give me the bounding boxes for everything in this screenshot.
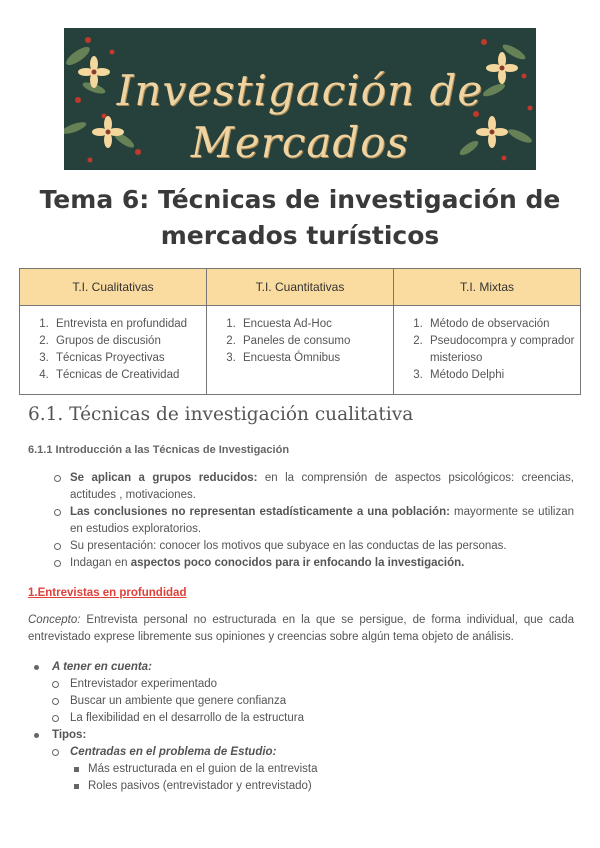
banner-title-line2: Mercados	[190, 118, 410, 167]
tipos-label: Tipos:	[34, 727, 574, 744]
list-item: Buscar un ambiente que genere confianza	[34, 693, 574, 710]
concept-paragraph	[28, 612, 574, 646]
tipo1-label: Centradas en el problema de Estudio:	[34, 744, 574, 761]
page-title-line2: mercados turísticos	[160, 221, 440, 250]
list-item: 2. Grupos de discusión	[52, 333, 202, 350]
list-item: Más estructurada en el guion de la entrevista	[34, 761, 574, 778]
concept-text: Entrevista personal no estructurada en la que se persigue, de forma individual, que cada entrevistado exprese libremente sus opiniones y creencias sobre algún tema objeto de análisis.	[28, 614, 574, 643]
bullet-text: Su presentación: conocer los motivos que subyace en las conductas de las personas.	[70, 540, 507, 552]
details-list	[34, 659, 574, 795]
entrevistas-heading: 1.Entrevistas en profundidad	[28, 587, 187, 599]
list-item: 1. Método de observación	[426, 316, 576, 333]
header-cualitativas: T.I. Cualitativas	[20, 269, 207, 306]
list-item: La flexibilidad en el desarrollo de la estructura	[34, 710, 574, 727]
intro-bullet-list	[52, 470, 574, 572]
list-item	[52, 555, 574, 572]
list-item: Roles pasivos (entrevistador y entrevistado)	[34, 778, 574, 795]
page-title-line1: Tema 6: Técnicas de investigación de	[39, 185, 561, 214]
header-cuantitativas: T.I. Cuantitativas	[207, 269, 394, 306]
bullet-text: mayormente se utilizan en estudios exploratorios.	[70, 506, 574, 535]
cuantitativas-cell	[207, 306, 394, 395]
header-banner	[64, 28, 536, 170]
list-item: Entrevistador experimentado	[34, 676, 574, 693]
bullet-text: en la comprensión de aspectos psicológicos: creencias, actitudes , motivaciones.	[70, 472, 574, 501]
list-item	[52, 538, 574, 555]
list-item: 1. Encuesta Ad-Hoc	[239, 316, 389, 333]
header-mixtas: T.I. Mixtas	[394, 269, 581, 306]
list-item: 1. Entrevista en profundidad	[52, 316, 202, 333]
section-heading: 6.1. Técnicas de investigación cualitativa	[28, 404, 414, 425]
tener-label: A tener en cuenta:	[34, 659, 574, 676]
bullet-bold: Se aplican a grupos reducidos:	[70, 472, 258, 484]
cualitativas-cell	[20, 306, 207, 395]
list-item: 3. Técnicas Proyectivas	[52, 350, 202, 367]
bullet-bold: Las conclusiones no representan estadísticamente a una población:	[70, 506, 450, 518]
list-item: 4. Técnicas de Creatividad	[52, 367, 202, 384]
mixtas-cell	[394, 306, 581, 395]
banner-title-line1: Investigación de	[116, 66, 484, 115]
techniques-table	[19, 268, 581, 395]
list-item: 2. Paneles de consumo	[239, 333, 389, 350]
bullet-text: Indagan en	[70, 557, 131, 569]
section-subheading: 6.1.1 Introducción a las Técnicas de Investigación	[28, 444, 290, 456]
list-item: 3. Método Delphi	[426, 367, 576, 384]
list-item: 2. Pseudocompra y comprador misterioso	[426, 333, 576, 367]
bullet-bold: aspectos poco conocidos para ir enfocando la investigación.	[130, 557, 465, 569]
page-title	[20, 182, 580, 254]
list-item	[52, 504, 574, 538]
concept-label: Concepto:	[28, 614, 81, 626]
list-item: 3. Encuesta Ómnibus	[239, 350, 389, 367]
list-item	[52, 470, 574, 504]
